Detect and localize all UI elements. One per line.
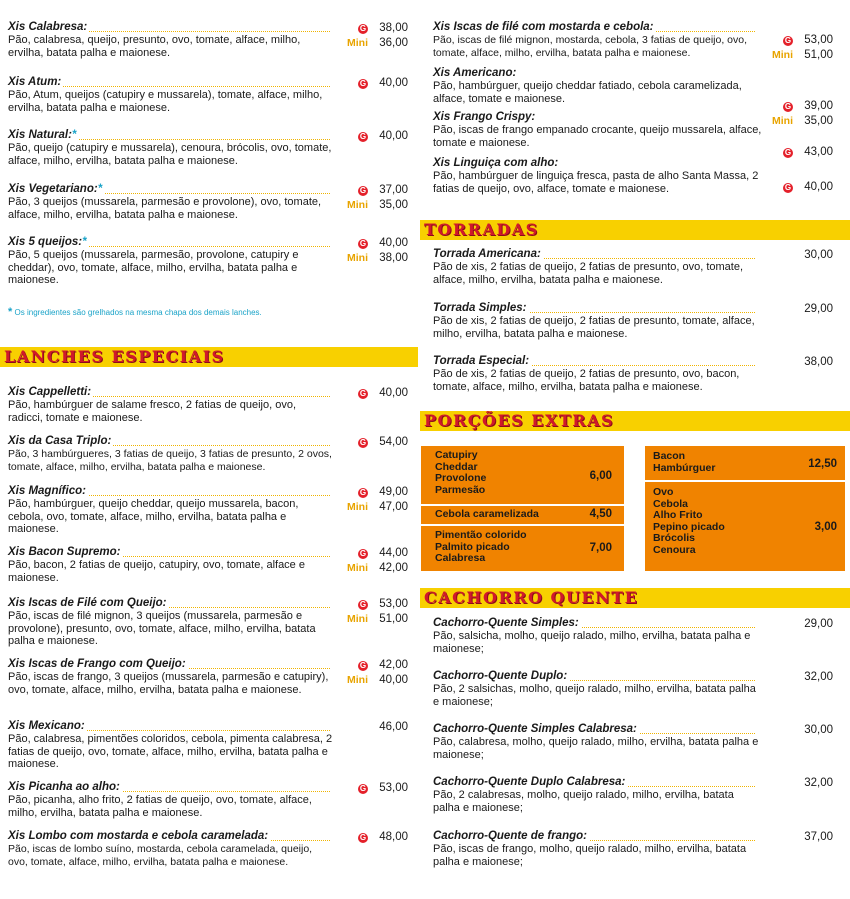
item-description: Pão, hambúrguer, queijo cheddar, queijo mussarela, bacon, cebola, ovo, tomate, alface, milho, ervilha, batata palha e maionese. — [8, 498, 299, 536]
porcao-item: Pimentão colorido — [435, 529, 527, 541]
item-description: Pão, iscas de frango, 3 queijos (mussarela, parmesão e catupiry), ovo, tomate, alface, milho, ervilha, batata palha e maionese. — [8, 671, 329, 696]
menu-item-xis-bacon-supremo — [8, 546, 408, 584]
item-name: Cachorro-Quente Simples Calabresa: — [433, 723, 637, 735]
item-name: Xis Iscas de Filé com Queijo: — [8, 597, 167, 609]
price: 32,00 — [804, 671, 833, 683]
item-name: Xis Atum: — [8, 76, 62, 88]
star-icon: * — [8, 306, 13, 318]
item-name: Xis Americano: — [433, 67, 517, 79]
price: 38,00 — [804, 356, 833, 368]
menu-item-xis-picanha-ao-alho — [8, 781, 408, 819]
porcao-price: 7,00 — [589, 542, 612, 554]
section-banner-cachorro — [420, 588, 850, 608]
item-description: Pão, calabresa, queijo, presunto, ovo, tomate, alface, milho, ervilha, batata palha e maionese. — [8, 34, 301, 59]
size-g-icon: G — [359, 79, 367, 88]
section-title: LANCHES ESPECIAIS — [4, 347, 225, 366]
price: 32,00 — [804, 777, 833, 789]
price-g: 43,00 — [804, 146, 833, 158]
porcao-price: 3,00 — [814, 521, 837, 533]
size-mini-label: Mini — [347, 199, 368, 211]
menu-item-xis-iscas-de-frango-com-queijo — [8, 658, 408, 696]
price-mini: 35,00 — [379, 199, 408, 211]
item-name: Xis Magnífico: — [8, 485, 86, 497]
price-g: 40,00 — [804, 181, 833, 193]
menu-item-xis-calabresa — [8, 21, 408, 59]
porcao-item: Brócolis — [653, 532, 696, 545]
porcao-price: 4,50 — [589, 508, 612, 520]
menu-item-torrada-especial — [433, 355, 833, 393]
menu-item-xis-frango-crispy — [433, 111, 833, 158]
menu-item-xis-atum — [8, 76, 408, 114]
size-g-icon: G — [359, 833, 367, 842]
item-description: Pão, iscas de lombo suíno, mostarda, cebola caramelada, queijo, ovo, tomate, alface, milho, ervilha, batata palha e maionese. — [8, 843, 313, 868]
size-g-icon: G — [359, 600, 367, 609]
item-description: Pão, 2 calabresas, molho, queijo ralado, milho, ervilha, batata palha e maionese; — [433, 789, 734, 814]
price-g: 42,00 — [379, 659, 408, 671]
size-g-icon: G — [359, 389, 367, 398]
item-name: Xis Linguiça com alho: — [433, 157, 559, 169]
star-icon: * — [71, 129, 77, 141]
price-mini: 47,00 — [379, 501, 408, 513]
menu-item-xis-magnifico — [8, 485, 408, 536]
item-name: Xis Iscas de filé com mostarda e cebola: — [433, 21, 654, 33]
menu-item-cachorro-simples — [433, 617, 833, 655]
item-name: Cachorro-Quente Duplo: — [433, 670, 568, 682]
menu-item-xis-5-queijos — [8, 236, 408, 287]
menu-item-torrada-simples — [433, 302, 833, 340]
item-description: Pão, queijo (catupiry e mussarela), cenoura, brócolis, ovo, tomate, alface, milho, ervilha, batata palha e maionese. — [8, 142, 332, 167]
item-description: Pão de xis, 2 fatias de queijo, 2 fatias de presunto, tomate, alface, milho, ervilha, batata palha e maionese. — [433, 315, 755, 340]
size-g-icon: G — [784, 183, 792, 192]
price: 37,00 — [804, 831, 833, 843]
porcao-price: 6,00 — [589, 470, 612, 482]
item-description: Pão, hambúrguer de linguiça fresca, pasta de alho Santa Massa, 2 fatias de queijo, ovo, alface, tomate e maionese. — [433, 170, 759, 195]
item-description: Pão, bacon, 2 fatias de queijo, catupiry, ovo, tomate, alface e maionese. — [8, 559, 305, 584]
section-banner-porcoes — [420, 411, 850, 431]
section-title: PORÇÕES EXTRAS — [424, 411, 615, 430]
item-prices — [334, 236, 408, 266]
item-name: Cachorro-Quente Duplo Calabresa: — [433, 776, 626, 788]
menu-item-xis-iscas-file-mostarda — [433, 21, 833, 59]
item-prices — [334, 183, 408, 213]
item-name: Xis 5 queijos: — [8, 236, 83, 248]
size-mini-label: Mini — [347, 613, 368, 625]
porcao-item: Alho Frito — [653, 509, 703, 522]
price: 29,00 — [804, 303, 833, 315]
price: 30,00 — [804, 249, 833, 261]
menu-item-xis-linguica-com-alho — [433, 157, 833, 195]
size-mini-label: Mini — [347, 252, 368, 264]
item-description: Pão, calabresa, pimentões coloridos, cebola, pimenta calabresa, 2 fatias de queijo, ovo, tomate, alface, milho, ervilha, batata palha e maionese. — [8, 733, 333, 771]
porcao-item: Hambúrguer — [653, 461, 716, 474]
porcao-item: Parmesão — [435, 483, 486, 496]
price-g: 37,00 — [379, 184, 408, 196]
menu-item-torrada-americana — [433, 248, 833, 286]
menu-item-xis-vegetariano — [8, 183, 408, 221]
item-name: Xis Calabresa: — [8, 21, 88, 33]
item-description: Pão, 5 queijos (mussarela, parmesão, provolone, catupiry e cheddar), ovo, tomate, alface, milho, ervilha, batata palha e maionese. — [8, 249, 299, 287]
menu-item-xis-cappelletti — [8, 386, 408, 424]
item-description: Pão, 2 salsichas, molho, queijo ralado, milho, ervilha, batata palha e maionese; — [433, 683, 756, 708]
item-name: Xis Iscas de Frango com Queijo: — [8, 658, 186, 670]
size-g-icon: G — [784, 148, 792, 157]
item-description: Pão, 3 hambúrgueres, 3 fatias de queijo, 3 fatias de presunto, 2 ovos, tomate, alface, milho, ervilha, batata palha e maionese. — [8, 448, 332, 473]
grill-note-text: Os ingredientes são grelhados na mesma chapa dos demais lanches. — [14, 308, 262, 317]
size-mini-label: Mini — [347, 37, 368, 49]
price: 30,00 — [804, 724, 833, 736]
price: 29,00 — [804, 618, 833, 630]
size-g-icon: G — [359, 239, 367, 248]
price-mini: 42,00 — [379, 562, 408, 574]
size-g-icon: G — [359, 438, 367, 447]
price-g: 48,00 — [379, 831, 408, 843]
item-description: Pão, hambúrguer de salame fresco, 2 fatias de queijo, ovo, radicci, tomate e maionese. — [8, 399, 297, 424]
price-mini: 40,00 — [379, 674, 408, 686]
item-name: Cachorro-Quente Simples: — [433, 617, 579, 629]
size-g-icon: G — [359, 784, 367, 793]
price-g: 53,00 — [379, 598, 408, 610]
price-g: 49,00 — [379, 486, 408, 498]
price-mini: 38,00 — [379, 252, 408, 264]
porcoes-right-box — [645, 446, 845, 571]
size-g-icon: G — [359, 132, 367, 141]
section-banner-lanches — [0, 347, 418, 367]
size-g-icon: G — [784, 36, 792, 45]
item-name: Xis da Casa Triplo: — [8, 435, 112, 447]
price-g: 39,00 — [804, 100, 833, 112]
item-name: Torrada Especial: — [433, 355, 530, 367]
size-mini-label: Mini — [347, 562, 368, 574]
menu-item-xis-lombo — [8, 830, 408, 868]
item-description: Pão, picanha, alho frito, 2 fatias de queijo, ovo, tomate, alface, milho, ervilha, batata palha e maionese. — [8, 794, 312, 819]
item-description: Pão, calabresa, molho, queijo ralado, milho, ervilha, batata palha e maionese; — [433, 736, 759, 761]
price-g: 53,00 — [804, 34, 833, 46]
menu-item-cachorro-duplo-calabresa — [433, 776, 833, 814]
size-g-icon: G — [359, 549, 367, 558]
item-name: Xis Lombo com mostarda e cebola caramelada: — [8, 830, 269, 842]
price-mini: 51,00 — [804, 49, 833, 61]
price-g: 44,00 — [379, 547, 408, 559]
item-description: Pão de xis, 2 fatias de queijo, 2 fatias de presunto, ovo, tomate, alface, milho, ervilha, batata palha e maionese. — [433, 261, 744, 286]
item-description: Pão, salsicha, molho, queijo ralado, milho, ervilha, batata palha e maionese; — [433, 630, 751, 655]
item-name: Torrada Simples: — [433, 302, 527, 314]
porcao-item: Bacon — [653, 450, 686, 462]
item-name: Torrada Americana: — [433, 248, 541, 260]
size-mini-label: Mini — [772, 49, 793, 61]
porcao-item: Ovo — [653, 486, 674, 498]
menu-item-xis-mexicano — [8, 720, 408, 771]
price-g: 54,00 — [379, 436, 408, 448]
porcoes-left-box — [421, 446, 624, 571]
porcao-item: Provolone — [435, 472, 487, 485]
item-prices — [334, 76, 408, 91]
size-g-icon: G — [359, 24, 367, 33]
size-g-icon: G — [359, 661, 367, 670]
section-banner-torradas — [420, 220, 850, 240]
size-mini-label: Mini — [347, 674, 368, 686]
price-g: 40,00 — [379, 387, 408, 399]
item-prices — [334, 21, 408, 51]
section-title: TORRADAS — [424, 220, 539, 239]
item-name: Xis Natural: — [8, 129, 72, 141]
item-name: Cachorro-Quente de frango: — [433, 830, 587, 842]
item-description: Pão, iscas de frango, molho, queijo ralado, milho, ervilha, batata palha e maionese; — [433, 843, 747, 868]
porcao-item: Cenoura — [653, 543, 696, 556]
price-g: 40,00 — [379, 237, 408, 249]
size-g-icon: G — [359, 186, 367, 195]
item-name: Xis Mexicano: — [8, 720, 85, 732]
item-description: Pão, iscas de frango empanado crocante, queijo mussarela, alface, tomate e maionese. — [433, 124, 762, 149]
price: 46,00 — [379, 721, 408, 733]
size-g-icon: G — [784, 102, 792, 111]
price-g: 38,00 — [379, 22, 408, 34]
item-name: Xis Picanha ao alho: — [8, 781, 120, 793]
price-g: 40,00 — [379, 77, 408, 89]
item-name: Xis Cappelletti: — [8, 386, 92, 398]
item-description: Pão, 3 queijos (mussarela, parmesão e provolone), ovo, tomate, alface, milho, ervilha, batata palha e maionese. — [8, 196, 322, 221]
price-mini: 36,00 — [379, 37, 408, 49]
size-mini-label: Mini — [772, 115, 793, 127]
size-mini-label: Mini — [347, 501, 368, 513]
menu-item-cachorro-simples-calabresa — [433, 723, 833, 761]
size-g-icon: G — [359, 488, 367, 497]
item-description: Pão, Atum, queijos (catupiry e mussarela), tomate, alface, milho, ervilha, batata palha e maionese. — [8, 89, 323, 114]
item-description: Pão, hambúrguer, queijo cheddar fatiado, cebola caramelizada, alface, tomate e maionese. — [433, 80, 742, 105]
menu-item-cachorro-frango — [433, 830, 833, 868]
menu-item-xis-da-casa-triplo — [8, 435, 408, 473]
star-icon: * — [97, 183, 103, 195]
porcao-item: Cebola — [653, 497, 689, 510]
price-mini: 51,00 — [379, 613, 408, 625]
item-name: Xis Vegetariano: — [8, 183, 98, 195]
porcao-item: Cebola caramelizada — [435, 508, 539, 520]
price-g: 40,00 — [379, 130, 408, 142]
price-g: 53,00 — [379, 782, 408, 794]
porcao-item: Cheddar — [435, 460, 478, 473]
item-name: Xis Frango Crispy: — [433, 111, 536, 123]
price-mini: 35,00 — [804, 115, 833, 127]
star-icon: * — [82, 236, 87, 248]
menu-item-xis-natural — [8, 129, 408, 167]
item-prices — [334, 129, 408, 144]
porcao-item: Catupiry — [435, 449, 478, 461]
porcao-price: 12,50 — [808, 458, 837, 470]
porcao-item: Calabresa — [435, 552, 486, 565]
section-title: CACHORRO QUENTE — [424, 588, 639, 607]
porcao-item: Palmito picado — [435, 540, 510, 553]
grill-note — [8, 306, 262, 318]
menu-item-cachorro-duplo — [433, 670, 833, 708]
item-description: Pão, iscas de filé mignon, 3 queijos (mussarela, parmesão e provolone), presunto, ovo, tomate, alface, milho, ervilha, batata palha e maionese. — [8, 610, 316, 648]
item-description: Pão de xis, 2 fatias de queijo, 2 fatias de presunto, ovo, bacon, tomate, alface, milho, ervilha, batata palha e maionese. — [433, 368, 740, 393]
porcao-item: Pepino picado — [653, 520, 725, 533]
item-description: Pão, iscas de filé mignon, mostarda, cebola, 3 fatias de queijo, ovo, tomate, alface, milho, ervilha, batata palha e maionese. — [433, 34, 748, 59]
menu-item-xis-iscas-de-file-com-queijo — [8, 597, 408, 648]
item-name: Xis Bacon Supremo: — [8, 546, 121, 558]
